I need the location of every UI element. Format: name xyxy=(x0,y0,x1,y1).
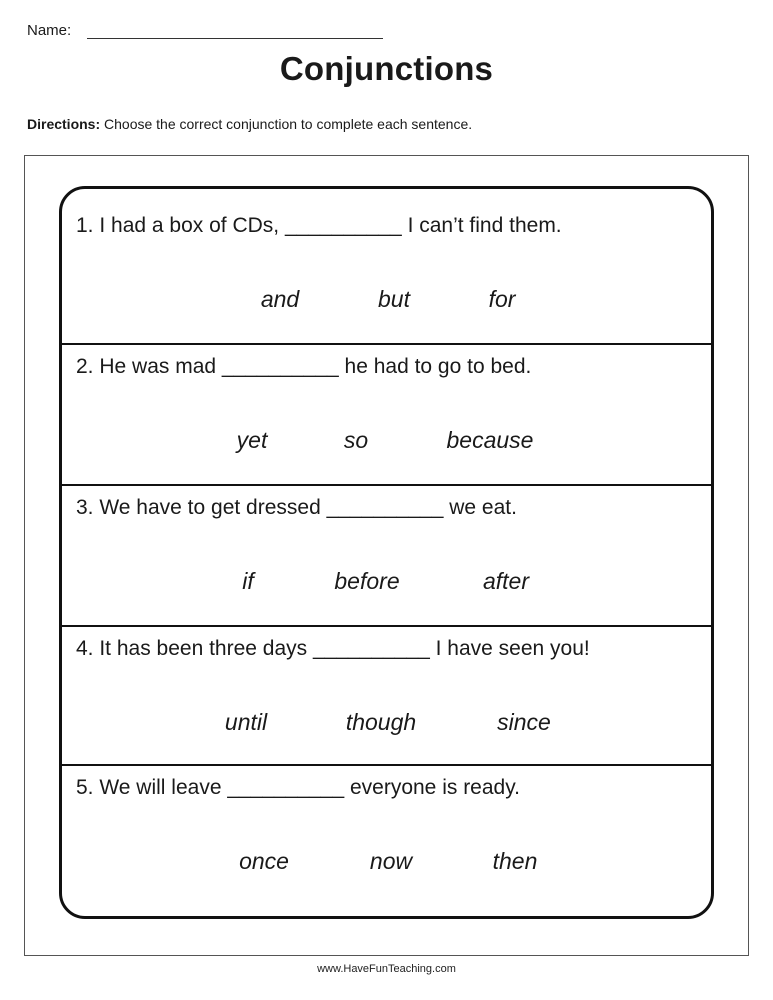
question-text: 5. We will leave __________ everyone is ready. xyxy=(76,776,520,799)
question-text: 1. I had a box of CDs, __________ I can’t find them. xyxy=(76,214,562,237)
directions-text: Choose the correct conjunction to complete each sentence. xyxy=(100,116,473,132)
name-row xyxy=(27,22,383,39)
question-2 xyxy=(62,343,711,484)
choice-option[interactable]: so xyxy=(343,427,369,453)
choice-option[interactable]: and xyxy=(260,286,300,312)
questions-card xyxy=(59,186,714,919)
question-text: 4. It has been three days __________ I have seen you! xyxy=(76,637,590,660)
choice-option[interactable]: until xyxy=(224,709,268,735)
choice-option[interactable]: once xyxy=(239,848,289,874)
question-4 xyxy=(62,625,711,766)
question-5 xyxy=(62,764,711,905)
choice-option[interactable]: now xyxy=(369,848,413,874)
question-text: 3. We have to get dressed __________ we eat. xyxy=(76,496,517,519)
choice-option[interactable]: then xyxy=(492,848,538,874)
choice-option[interactable]: after xyxy=(482,568,530,594)
choice-option[interactable]: before xyxy=(334,568,400,594)
choice-option[interactable]: since xyxy=(497,709,551,735)
directions-label: Directions: xyxy=(27,116,101,132)
choice-option[interactable]: because xyxy=(446,427,534,453)
choice-option[interactable]: though xyxy=(345,709,417,735)
choice-option[interactable]: but xyxy=(378,286,410,312)
question-text: 2. He was mad __________ he had to go to bed. xyxy=(76,355,532,378)
question-3 xyxy=(62,484,711,625)
directions xyxy=(27,116,472,132)
question-1 xyxy=(62,189,711,330)
choice-option[interactable]: if xyxy=(242,568,254,594)
choice-option[interactable]: yet xyxy=(236,427,268,453)
name-label: Name: xyxy=(27,22,72,39)
name-line[interactable] xyxy=(87,24,383,39)
page-title: Conjunctions xyxy=(279,50,494,87)
footer-site: www.HaveFunTeaching.com xyxy=(317,963,456,975)
choice-option[interactable]: for xyxy=(488,286,516,312)
